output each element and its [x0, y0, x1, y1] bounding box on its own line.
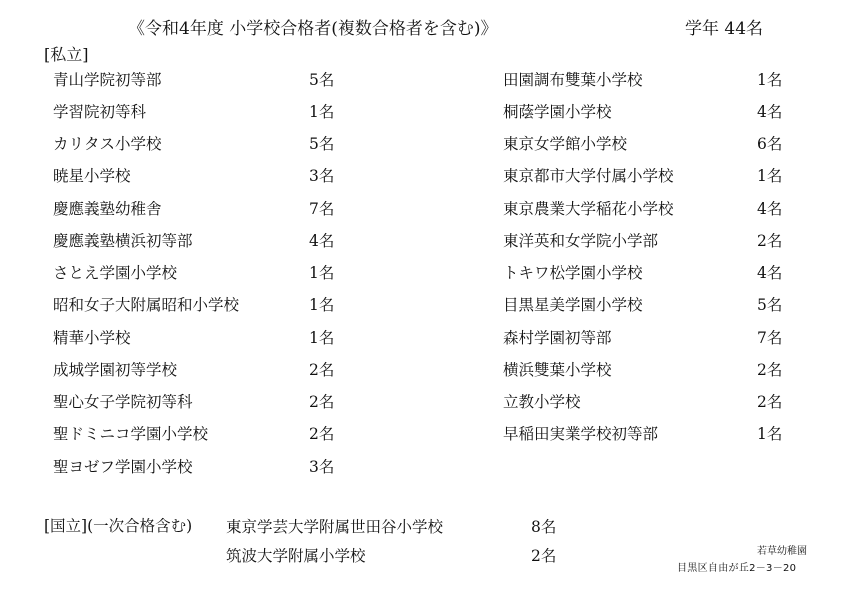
school-count: 1名 [757, 71, 783, 89]
school-count: 3名 [309, 458, 335, 476]
school-name: 早稲田実業学校初等部 [503, 425, 659, 443]
school-name: 立教小学校 [503, 393, 581, 411]
school-row [53, 132, 353, 154]
national-section-label: [国立](一次合格含む) [44, 517, 193, 535]
school-count: 2名 [757, 393, 783, 411]
school-row [53, 358, 353, 380]
school-count: 4名 [757, 264, 783, 282]
school-count: 1名 [309, 264, 335, 282]
school-row [503, 358, 803, 380]
school-row [503, 229, 803, 251]
school-count: 4名 [309, 232, 335, 250]
school-row [53, 326, 353, 348]
school-row [53, 422, 353, 444]
school-name: 東京学芸大学附属世田谷小学校 [226, 518, 444, 536]
school-name: 森村学園初等部 [503, 329, 612, 347]
school-row [503, 326, 803, 348]
school-name: 目黒星美学園小学校 [503, 296, 643, 314]
school-name: 慶應義塾横浜初等部 [53, 232, 193, 250]
school-row [53, 229, 353, 251]
school-row [53, 164, 353, 186]
school-count: 8名 [531, 518, 557, 536]
school-name: 精華小学校 [53, 329, 131, 347]
school-name: 田園調布雙葉小学校 [503, 71, 643, 89]
school-count: 5名 [309, 135, 335, 153]
school-name: 東京農業大学稲花小学校 [503, 200, 674, 218]
school-name: 聖ドミニコ学園小学校 [53, 425, 209, 443]
school-name: 学習院初等科 [53, 103, 147, 121]
school-name: カリタス小学校 [53, 135, 162, 153]
school-count: 1名 [309, 103, 335, 121]
school-count: 2名 [309, 425, 335, 443]
school-name: 東京都市大学付属小学校 [503, 167, 674, 185]
school-count: 5名 [757, 296, 783, 314]
school-name: 横浜雙葉小学校 [503, 361, 612, 379]
school-count: 1名 [757, 167, 783, 185]
school-count: 3名 [309, 167, 335, 185]
school-row [503, 197, 803, 219]
school-row [503, 422, 803, 444]
school-count: 2名 [309, 393, 335, 411]
school-row [503, 261, 803, 283]
school-row [53, 68, 353, 90]
school-name: 聖ヨゼフ学園小学校 [53, 458, 193, 476]
school-count: 2名 [757, 361, 783, 379]
grade-total: 学年 44名 [685, 19, 764, 39]
kindergarten-address: 目黒区自由が丘2－3－20 [677, 563, 797, 574]
school-count: 4名 [757, 200, 783, 218]
school-row [53, 197, 353, 219]
school-name: さとえ学園小学校 [53, 264, 178, 282]
school-name: 成城学園初等学校 [53, 361, 178, 379]
school-name: 桐蔭学園小学校 [503, 103, 612, 121]
page-title: 《令和4年度 小学校合格者(複数合格者を含む)》 [128, 19, 498, 39]
school-row [503, 100, 803, 122]
school-name: 慶應義塾幼稚舎 [53, 200, 162, 218]
school-count: 2名 [309, 361, 335, 379]
school-name: 青山学院初等部 [53, 71, 162, 89]
school-count: 7名 [757, 329, 783, 347]
school-name: 暁星小学校 [53, 167, 131, 185]
school-row [503, 390, 803, 412]
school-row [53, 455, 353, 477]
school-row [503, 293, 803, 315]
kindergarten-name: 若草幼稚園 [757, 546, 807, 557]
school-row [53, 261, 353, 283]
school-row [226, 515, 566, 537]
school-count: 5名 [309, 71, 335, 89]
school-count: 6名 [757, 135, 783, 153]
school-name: トキワ松学園小学校 [503, 264, 643, 282]
private-section-label: [私立] [44, 45, 89, 64]
school-name: 昭和女子大附属昭和小学校 [53, 296, 240, 314]
school-row [503, 68, 803, 90]
school-count: 1名 [309, 329, 335, 347]
school-count: 7名 [309, 200, 335, 218]
school-count: 1名 [757, 425, 783, 443]
school-row [226, 544, 566, 566]
school-name: 東京女学館小学校 [503, 135, 628, 153]
school-row [53, 390, 353, 412]
school-count: 1名 [309, 296, 335, 314]
school-row [53, 100, 353, 122]
school-row [503, 132, 803, 154]
school-count: 2名 [531, 547, 557, 565]
school-name: 聖心女子学院初等科 [53, 393, 193, 411]
school-name: 筑波大学附属小学校 [226, 547, 366, 565]
school-count: 2名 [757, 232, 783, 250]
school-count: 4名 [757, 103, 783, 121]
school-row [53, 293, 353, 315]
school-name: 東洋英和女学院小学部 [503, 232, 659, 250]
school-row [503, 164, 803, 186]
